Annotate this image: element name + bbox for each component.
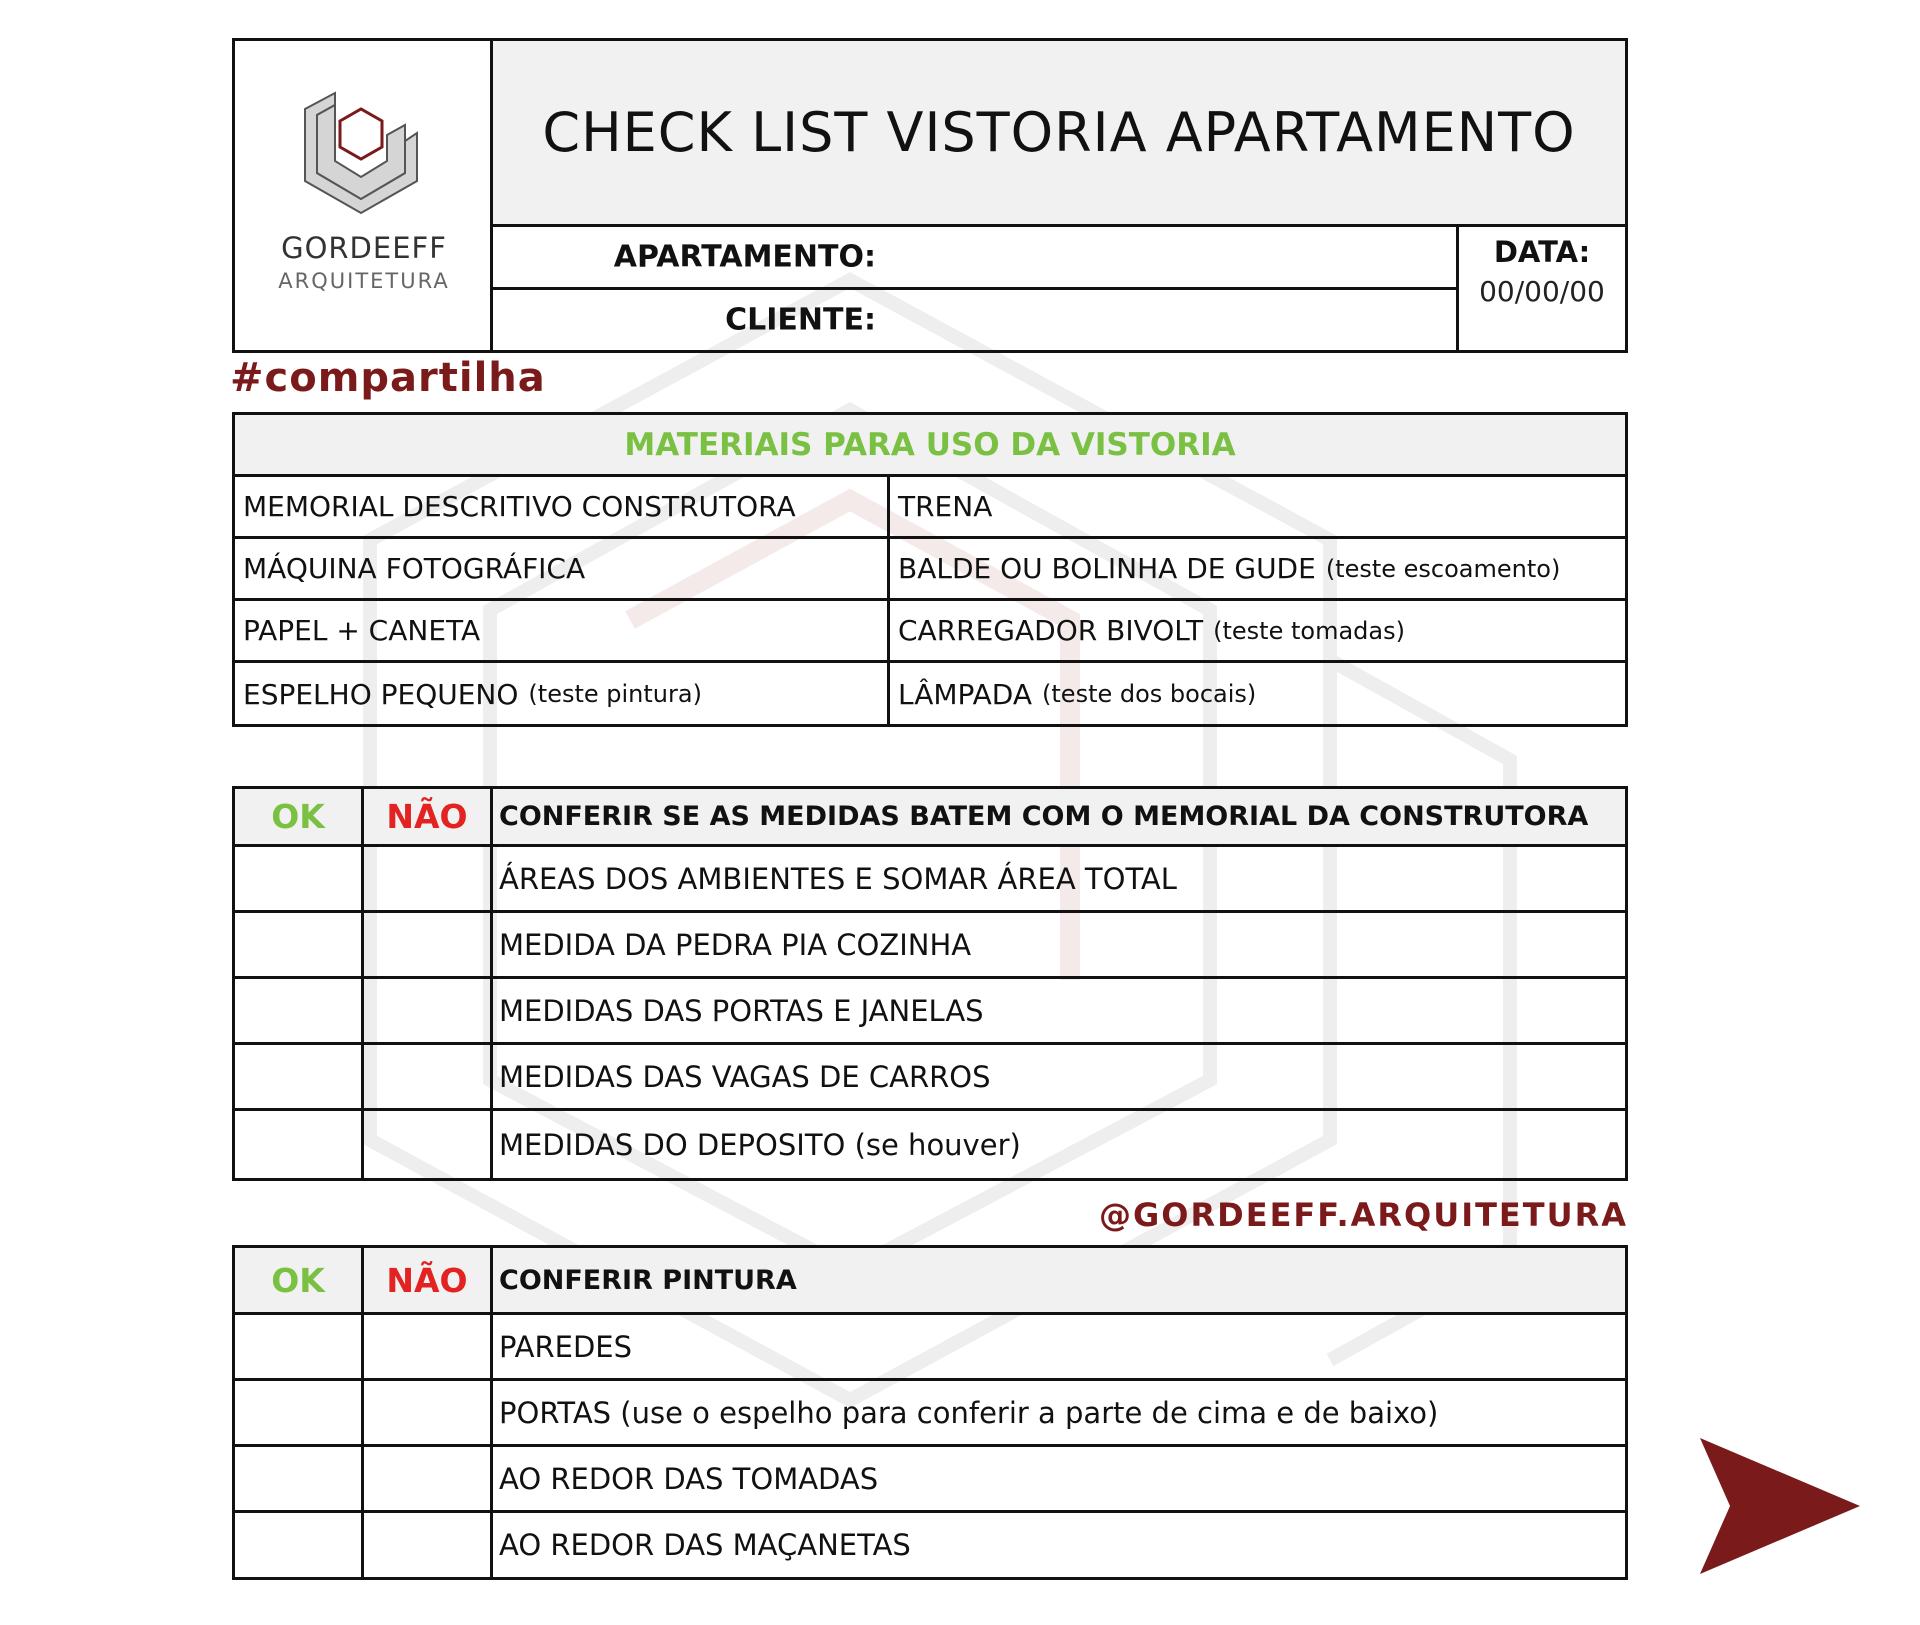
material-item bbox=[890, 601, 1625, 663]
logo-name: GORDEEFF bbox=[281, 231, 447, 265]
next-arrow-icon[interactable] bbox=[1700, 1438, 1860, 1574]
check-item: PORTAS (use o espelho para conferir a parte de cima e de baixo) bbox=[499, 1395, 1439, 1430]
table-row bbox=[235, 1513, 1625, 1577]
ok-checkbox[interactable] bbox=[235, 1045, 364, 1108]
material-item bbox=[235, 539, 890, 601]
gordeeff-cube-logo-icon bbox=[295, 81, 435, 221]
nao-checkbox[interactable] bbox=[364, 1111, 493, 1178]
material-item bbox=[235, 663, 890, 725]
nao-column-header: NÃO bbox=[364, 789, 493, 844]
material-item bbox=[890, 477, 1625, 539]
nao-checkbox[interactable] bbox=[364, 1381, 493, 1444]
material-label: PAPEL + CANETA bbox=[243, 614, 481, 647]
nao-checkbox[interactable] bbox=[364, 1045, 493, 1108]
ok-checkbox[interactable] bbox=[235, 1513, 364, 1577]
nao-checkbox[interactable] bbox=[364, 1315, 493, 1378]
materials-table bbox=[232, 412, 1628, 727]
table-row bbox=[235, 1315, 1625, 1381]
ok-checkbox[interactable] bbox=[235, 1381, 364, 1444]
table-row bbox=[235, 1381, 1625, 1447]
check-item: MEDIDAS DAS PORTAS E JANELAS bbox=[499, 993, 984, 1028]
ok-checkbox[interactable] bbox=[235, 913, 364, 976]
nao-checkbox[interactable] bbox=[364, 979, 493, 1042]
check-item: MEDIDAS DO DEPOSITO (se houver) bbox=[499, 1127, 1021, 1162]
nao-checkbox[interactable] bbox=[364, 1513, 493, 1577]
material-item bbox=[890, 663, 1625, 725]
nao-checkbox[interactable] bbox=[364, 847, 493, 910]
table-row bbox=[235, 1447, 1625, 1513]
material-item bbox=[235, 601, 890, 663]
material-label: CARREGADOR BIVOLT bbox=[898, 614, 1204, 647]
date-field[interactable] bbox=[1459, 227, 1625, 350]
material-note: (teste tomadas) bbox=[1213, 616, 1405, 645]
material-note: (teste dos bocais) bbox=[1042, 680, 1257, 708]
logo-subtitle: ARQUITETURA bbox=[278, 269, 450, 293]
ok-checkbox[interactable] bbox=[235, 1111, 364, 1178]
ok-checkbox[interactable] bbox=[235, 1315, 364, 1378]
hashtag-text: #compartilha bbox=[230, 355, 546, 401]
page-title: CHECK LIST VISTORIA APARTAMENTO bbox=[493, 41, 1625, 227]
table-row bbox=[235, 1111, 1625, 1178]
date-value: 00/00/00 bbox=[1479, 275, 1605, 308]
ok-checkbox[interactable] bbox=[235, 847, 364, 910]
material-label: BALDE OU BOLINHA DE GUDE bbox=[898, 552, 1316, 585]
ok-column-header: OK bbox=[235, 789, 364, 844]
material-label: TRENA bbox=[898, 490, 993, 523]
check-item: AO REDOR DAS TOMADAS bbox=[499, 1461, 879, 1496]
table-row bbox=[235, 847, 1625, 913]
cliente-label: CLIENTE: bbox=[725, 302, 876, 338]
nao-checkbox[interactable] bbox=[364, 913, 493, 976]
cliente-field[interactable] bbox=[493, 290, 1459, 350]
check-item: AO REDOR DAS MAÇANETAS bbox=[499, 1528, 911, 1562]
check-item: ÁREAS DOS AMBIENTES E SOMAR ÁREA TOTAL bbox=[499, 861, 1177, 896]
apartamento-label: APARTAMENTO: bbox=[613, 239, 876, 275]
checklist-header bbox=[235, 789, 1625, 847]
material-item bbox=[235, 477, 890, 539]
material-item bbox=[890, 539, 1625, 601]
section-title: CONFERIR PINTURA bbox=[499, 1264, 797, 1296]
checklist-header bbox=[235, 1248, 1625, 1315]
material-label: LÂMPADA bbox=[898, 677, 1033, 711]
table-row bbox=[235, 979, 1625, 1045]
material-label: ESPELHO PEQUENO bbox=[243, 677, 519, 711]
ok-column-header: OK bbox=[235, 1248, 364, 1312]
material-note: (teste escoamento) bbox=[1325, 554, 1561, 583]
header-block bbox=[232, 38, 1628, 353]
materials-title: MATERIAIS PARA USO DA VISTORIA bbox=[235, 415, 1625, 477]
material-note: (teste pintura) bbox=[528, 680, 702, 708]
logo-cell bbox=[235, 41, 493, 350]
apartamento-field[interactable] bbox=[493, 227, 1459, 290]
date-label: DATA: bbox=[1493, 235, 1591, 269]
section-title: CONFERIR SE AS MEDIDAS BATEM COM O MEMORIAL DA CONSTRUTORA bbox=[499, 801, 1589, 832]
table-row bbox=[235, 1045, 1625, 1111]
table-row bbox=[235, 913, 1625, 979]
check-item: MEDIDAS DAS VAGAS DE CARROS bbox=[499, 1059, 991, 1094]
ok-checkbox[interactable] bbox=[235, 1447, 364, 1510]
checklist-medidas bbox=[232, 786, 1628, 1181]
check-item: PAREDES bbox=[499, 1329, 633, 1364]
ok-checkbox[interactable] bbox=[235, 979, 364, 1042]
check-item: MEDIDA DA PEDRA PIA COZINHA bbox=[499, 927, 972, 962]
nao-column-header: NÃO bbox=[364, 1248, 493, 1312]
checklist-pintura bbox=[232, 1245, 1628, 1580]
nao-checkbox[interactable] bbox=[364, 1447, 493, 1510]
material-label: MEMORIAL DESCRITIVO CONSTRUTORA bbox=[243, 490, 796, 523]
material-label: MÁQUINA FOTOGRÁFICA bbox=[243, 552, 586, 585]
instagram-handle: @GORDEEFF.ARQUITETURA bbox=[1099, 1196, 1628, 1234]
